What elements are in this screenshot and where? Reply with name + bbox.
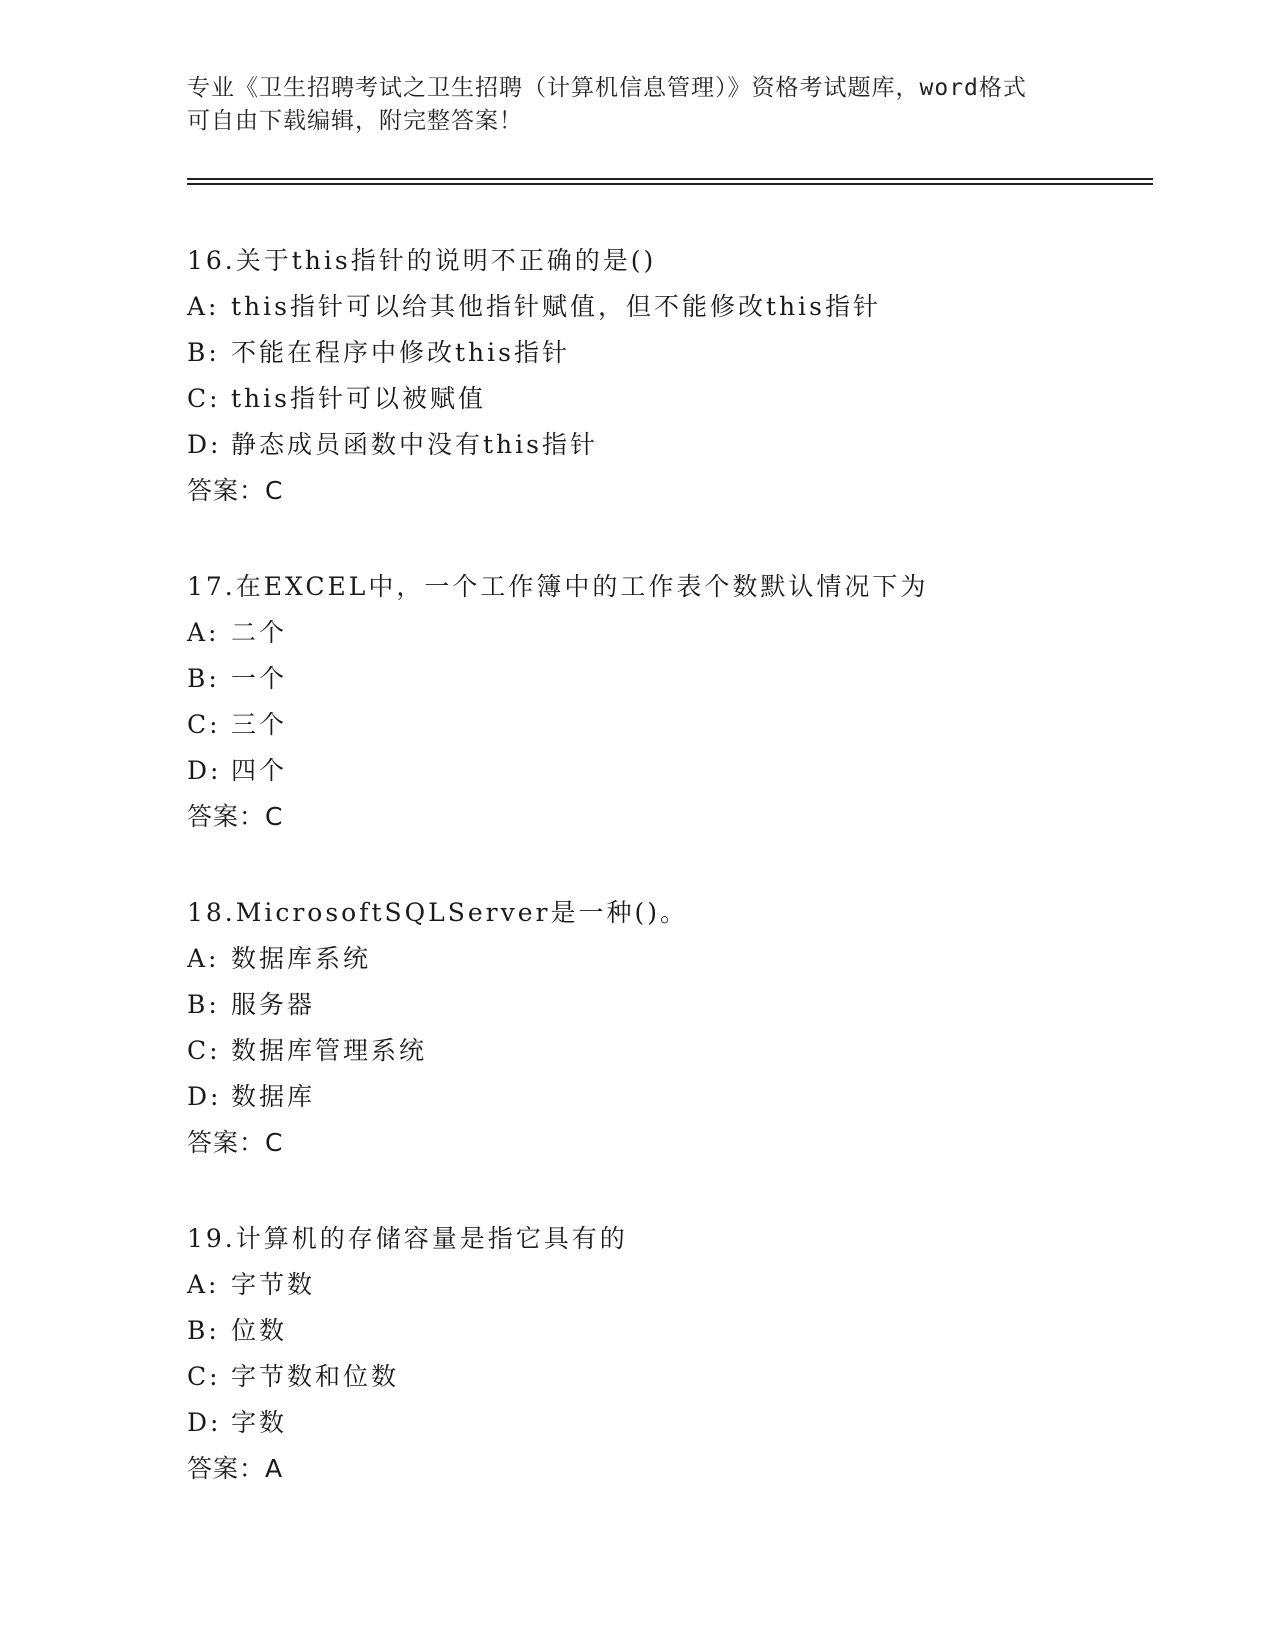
option-text: 数据库系统 [231,944,372,973]
question-18 [187,890,1167,1166]
option-key: D: [187,1408,222,1437]
option-a [187,936,1167,982]
option-key: A: [187,618,220,647]
option-text: 数据库 [231,1082,316,1111]
option-d [187,1400,1167,1446]
header-divider-top [187,178,1153,180]
option-text: 字数 [231,1408,288,1437]
option-c [187,1028,1167,1074]
option-d [187,1074,1167,1120]
option-c [187,702,1167,748]
option-a [187,610,1167,656]
option-key: B: [187,990,220,1019]
option-key: B: [187,664,220,693]
option-text: this指针可以给其他指针赋值，但不能修改this指针 [231,292,881,321]
answer: 答案：C [187,1128,284,1157]
header-line-2: 可自由下载编辑，附完整答案！ [187,108,523,134]
option-text: 静态成员函数中没有this指针 [231,430,598,459]
option-key: C: [187,384,221,413]
option-key: C: [187,1362,221,1391]
option-key: C: [187,710,221,739]
option-d [187,748,1167,794]
document-header [187,72,1067,138]
option-text: 四个 [231,756,288,785]
option-key: B: [187,338,220,367]
question-title: 18.MicrosoftSQLServer是一种()。 [187,898,689,927]
question-title: 19.计算机的存储容量是指它具有的 [187,1224,628,1253]
option-key: A: [187,944,220,973]
question-list [187,238,1167,1542]
option-text: 二个 [231,618,288,647]
option-key: A: [187,1270,220,1299]
option-text: 字节数和位数 [231,1362,400,1391]
answer: 答案：C [187,476,284,505]
option-text: 三个 [231,710,288,739]
option-b [187,1308,1167,1354]
option-key: A: [187,292,220,321]
option-key: D: [187,1082,222,1111]
option-text: this指针可以被赋值 [231,384,486,413]
option-text: 位数 [231,1316,288,1345]
option-key: C: [187,1036,221,1065]
question-title: 17.在EXCEL中，一个工作簿中的工作表个数默认情况下为 [187,572,929,601]
option-text: 字节数 [231,1270,316,1299]
option-c [187,1354,1167,1400]
option-key: D: [187,756,222,785]
question-title: 16.关于this指针的说明不正确的是() [187,246,657,275]
header-line-1: 专业《卫生招聘考试之卫生招聘（计算机信息管理）》资格考试题库，word格式 [187,75,1027,101]
answer: 答案：A [187,1454,284,1483]
option-text: 服务器 [231,990,316,1019]
header-divider-bottom [187,183,1153,185]
question-16 [187,238,1167,514]
option-d [187,422,1167,468]
option-a [187,284,1167,330]
option-b [187,656,1167,702]
option-key: B: [187,1316,220,1345]
option-text: 一个 [231,664,288,693]
option-text: 数据库管理系统 [231,1036,428,1065]
option-b [187,982,1167,1028]
option-a [187,1262,1167,1308]
question-19 [187,1216,1167,1492]
option-b [187,330,1167,376]
option-key: D: [187,430,222,459]
question-17 [187,564,1167,840]
option-c [187,376,1167,422]
option-text: 不能在程序中修改this指针 [231,338,570,367]
answer: 答案：C [187,802,284,831]
